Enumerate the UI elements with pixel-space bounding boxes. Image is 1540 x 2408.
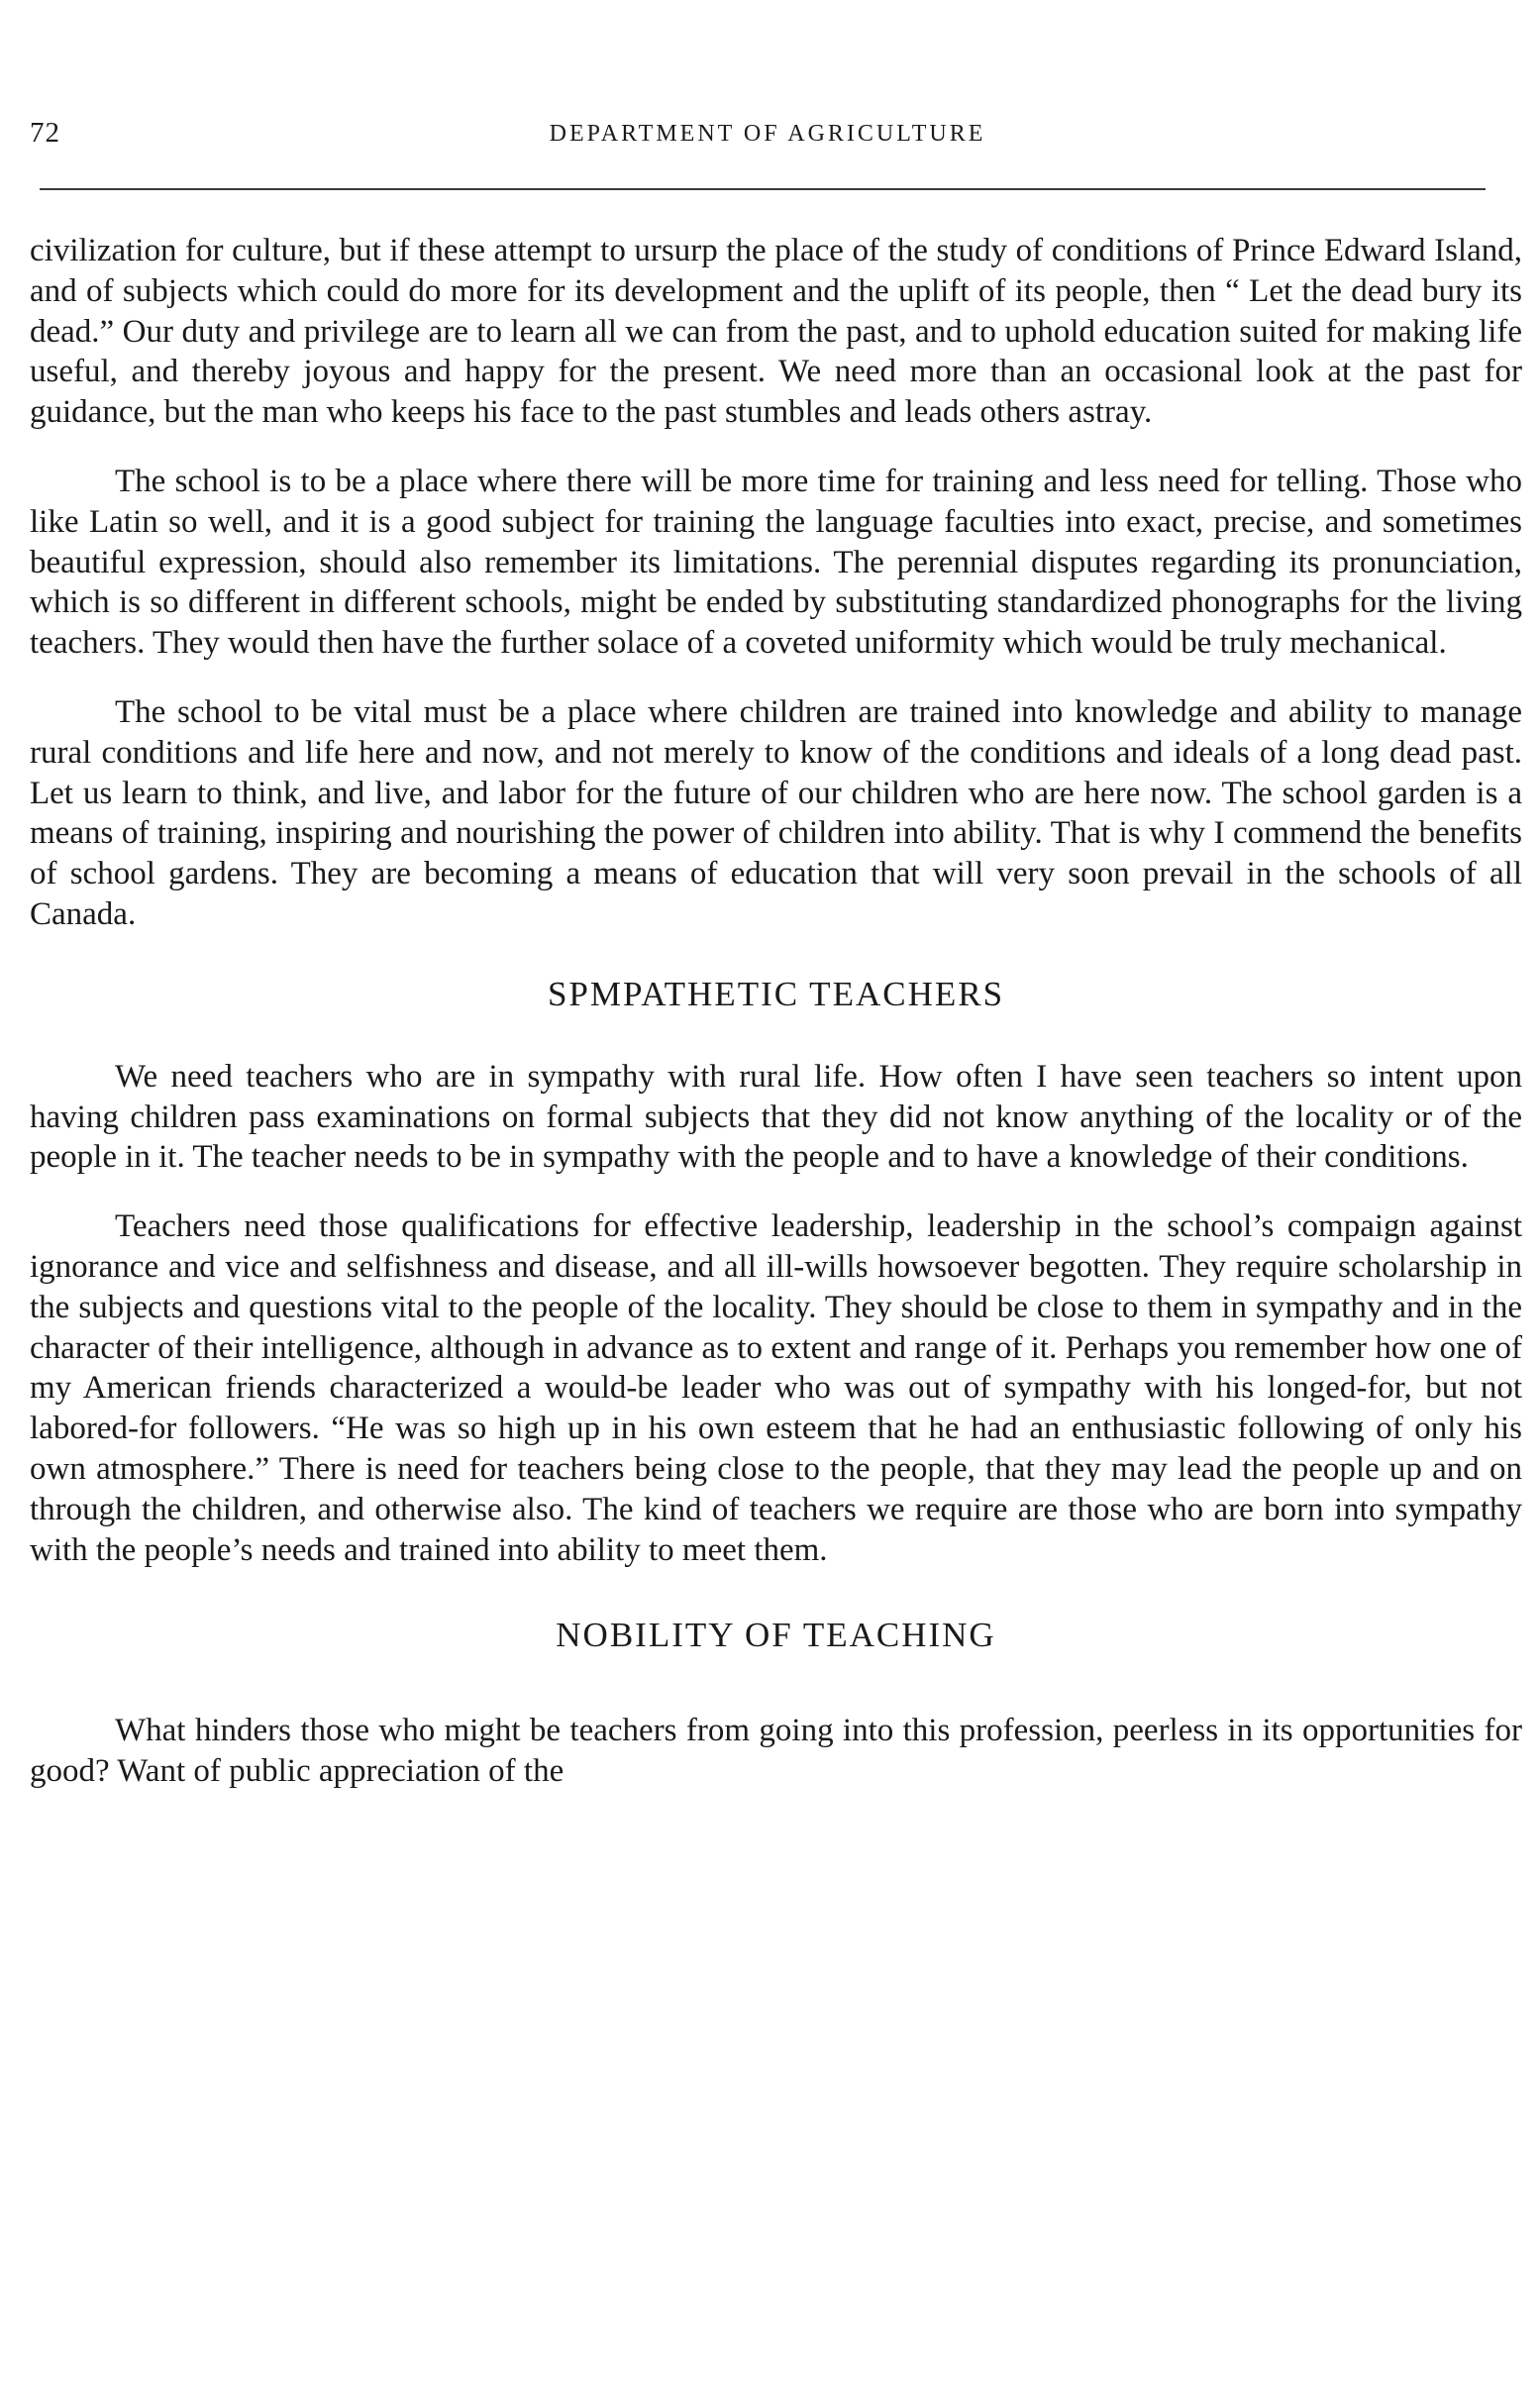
section-heading: SPMPATHETIC TEACHERS <box>547 974 1005 1013</box>
paragraph: We need teachers who are in sympathy with rural life. How often I have seen teachers so intent upon having children pass examinations on formal subjects that they did not know anything of the locality or of the people in it. The teacher needs to be in sympathy with the people and to have a knowledge of their conditions. <box>30 1058 1522 1176</box>
paragraph: Teachers need those qualifications for effective leadership, leadership in the school’s compaign against ignorance and vice and selfishness and disease, and all ill-wills howsoever begotten. They require scholarship in the subjects and questions vital to the people of the locality. They should be close to them in sympathy and in the character of their intelligence, although in advance as to extent and range of it. Perhaps you remember how one of my American friends characterized a would-be leader who was out of sympathy with his longed-for, but not labored-for followers. “He was so high up in his own esteem that he had an enthusiastic following of only his own atmosphere.” There is need for teachers being close to the people, that they may lead the people up and on through the children, and otherwise also. The kind of teachers we require are those who are born into sympathy with the people’s needs and trained into ability to meet them. <box>30 1208 1522 1568</box>
paragraph: What hinders those who might be teachers from going into this profession, peerless in its opportunities for good? Want of public appreciation of the <box>30 1713 1522 1790</box>
paragraph: The school is to be a place where there will be more time for training and less need for telling. Those who like Latin so well, and it is a good subject for training the language faculties into exact, precise, and sometimes beautiful expression, should also remember its limitations. The perennial disputes regarding its pronunciation, which is so different in different schools, might be ended by substituting standardized phonographs for the living teachers. They would then have the further solace of a coveted uniformity which would be truly mechanical. <box>30 463 1522 662</box>
page-header <box>30 117 1505 157</box>
paragraph: The school to be vital must be a place where children are trained into knowledge and ability to manage rural conditions and life here and now, and not merely to know of the conditions and ideals of a long dead past. Let us learn to think, and live, and labor for the future of our children who are here now. The school garden is a means of training, inspiring and nourishing the power of children into ability. That is why I commend the benefits of school gardens. They are becoming a means of education that will very soon prevail in the schools of all Canada. <box>30 693 1522 932</box>
body-text <box>30 231 1522 1821</box>
section-heading: NOBILITY OF TEACHING <box>556 1616 996 1655</box>
paragraph: civilization for culture, but if these attempt to ursurp the place of the study of conditions of Prince Edward Island, and of subjects which could do more for its development and the uplift of its people, then “ Let the dead bury its dead.” Our duty and privilege are to learn all we can from the past, and to uphold education suited for making life useful, and thereby joyous and happy for the present. We need more than an occasional look at the past for guidance, but the man who keeps his face to the past stumbles and leads others astray. <box>30 233 1522 431</box>
page-number: 72 <box>30 117 60 149</box>
running-title: DEPARTMENT OF AGRICULTURE <box>549 121 986 147</box>
header-rule <box>40 188 1486 190</box>
